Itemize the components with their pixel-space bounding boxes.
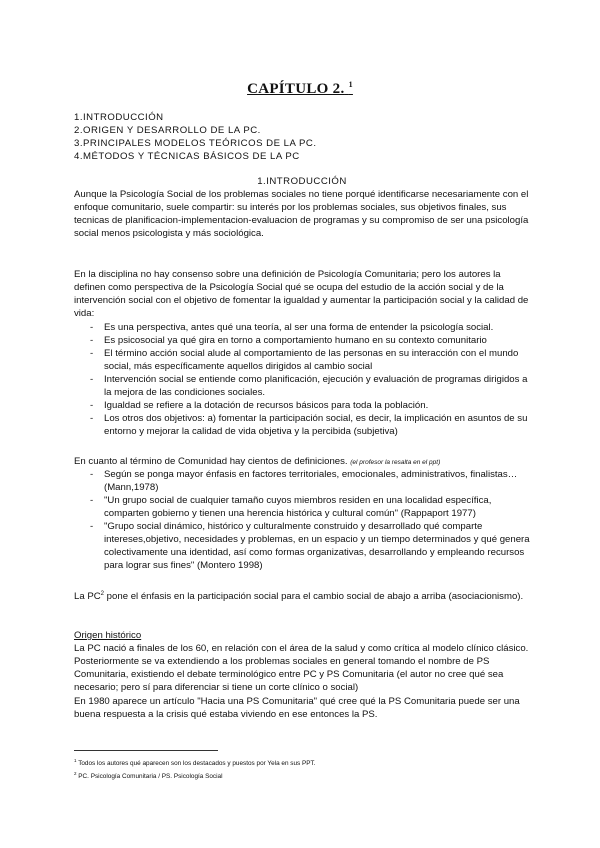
footnote-ref-2: 2 <box>100 591 105 597</box>
footnote-mark: 1 <box>74 758 77 763</box>
toc-item: 3.PRINCIPALES MODELOS TEÓRICOS DE LA PC. <box>74 138 317 149</box>
toc-item: 4.MÉTODOS Y TÉCNICAS BÁSICOS DE LA PC <box>74 151 300 162</box>
toc-item: 2.ORIGEN Y DESARROLLO DE LA PC. <box>74 125 261 136</box>
community-list <box>74 468 530 572</box>
definition-list <box>74 321 530 438</box>
origin-heading: Origen histórico <box>74 630 142 641</box>
footnote-ref-1: 1 <box>348 80 353 89</box>
footnote-divider <box>74 750 218 751</box>
footnotes <box>74 756 316 782</box>
list-item: - Es psicosocial ya qué gira en torno a comportamiento humano en su contexto comunitario <box>74 334 530 347</box>
list-item: - "Grupo social dinámico, histórico y culturalmente construido y desarrollado qué comparte intereses,objetivo, necesidades y problemas, en un espacio y un tiempo determinados y qué genera colectivamente una identidad, así como formas organizativas, desarrollando y empleando recursos para lograr sus fines" (Montero 1998) <box>74 520 530 572</box>
footnote-mark: 2 <box>74 771 77 777</box>
community-intro-text: En cuanto al término de Comunidad hay cientos de definiciones. <box>74 456 348 467</box>
footnote-text: PC. Psicología Comunitaria / PS. Psicología Social <box>78 773 223 781</box>
list-item: - "Un grupo social de cualquier tamaño cuyos miembros residen en una localidad específica, comparten gobierno y tienen una herencia histórica y cultural común" (Rappaport 1977) <box>74 494 530 520</box>
intro-paragraph: Aunque la Psicología Social de los problemas sociales no tiene porqué identificarse necesariamente con el enfoque comunitario, suele compartir: su interés por los problemas sociales, sus objetivos finales, sus tecnicas de planificacion-implementacion-evaluacion de programas y su compromiso de ser una psicología social menos psicologista y más sociológica. <box>74 189 529 239</box>
definition-paragraph: En la disciplina no hay consenso sobre una definición de Psicología Comunitaria; pero los autores la definen como perspectiva de la Psicología Social qué se ocupa del estudio de la acción social y de la intervención social con el objetivo de fomentar la igualdad y aumentar la participación social y la calidad de vida: <box>74 269 529 319</box>
community-intro <box>74 455 530 469</box>
community-note: (el profesor la resalta en el ppt) <box>350 459 441 466</box>
pc-text: pone el énfasis en la participación social para el cambio social de abajo a arriba (asociacionismo). <box>104 591 524 603</box>
origin-paragraph-1: La PC nació a finales de los 60, en relación con el área de la salud y como crítica al modelo clínico clásico. Posteriormente se va extendiendo a los problemas sociales en general tomando el nombre de PS Comunitaria, existiendo el debate terminológico entre PC y PS Comunitaria (el autor no cree qué sea necesario; pero sí para diferenciar si tiene un corte clínico o social) <box>74 643 529 693</box>
footnote-2 <box>74 769 316 782</box>
list-item: - Según se ponga mayor énfasis en factores territoriales, emocionales, administrativos, finalistas… (Mann,1978) <box>74 468 530 494</box>
footnote-1 <box>74 756 316 769</box>
list-item: - Igualdad se refiere a la dotación de recursos básicos para toda la población. <box>74 399 530 412</box>
list-item: - Es una perspectiva, antes qué una teoría, al ser una forma de entender la psicología social. <box>74 321 530 334</box>
footnote-text: Todos los autores qué aparecen son los destacados y puestos por Yela en sus PPT. <box>78 760 316 768</box>
pc-paragraph <box>74 588 530 603</box>
section-heading: 1.INTRODUCCIÓN <box>257 176 347 187</box>
list-item: - Los otros dos objetivos: a) fomentar la participación social, es decir, la implicación en asuntos de su entorno y mejorar la calidad de vida objetiva y la percibida (subjetiva) <box>74 412 530 438</box>
chapter-title <box>0 80 600 98</box>
chapter-title-text: CAPÍTULO 2. <box>247 81 345 97</box>
table-of-contents <box>74 111 317 163</box>
list-item: - Intervención social se entiende como planificación, ejecución y evaluación de programas dirigidos a la mejora de las condiciones sociales. <box>74 373 530 399</box>
list-item: - El término acción social alude al comportamiento de las personas en su interacción con el mundo social, más específicamente aquellos dirigidos al cambio social <box>74 347 530 373</box>
origin-paragraph-2: En 1980 aparece un artículo "Hacia una PS Comunitaria" qué cree qué la PS Comunitaria puede ser una buena respuesta a la crisis qué estaba viviendo en ese entonces la PS. <box>74 696 520 720</box>
toc-item: 1.INTRODUCCIÓN <box>74 112 164 123</box>
pc-prefix: La PC <box>74 591 101 603</box>
